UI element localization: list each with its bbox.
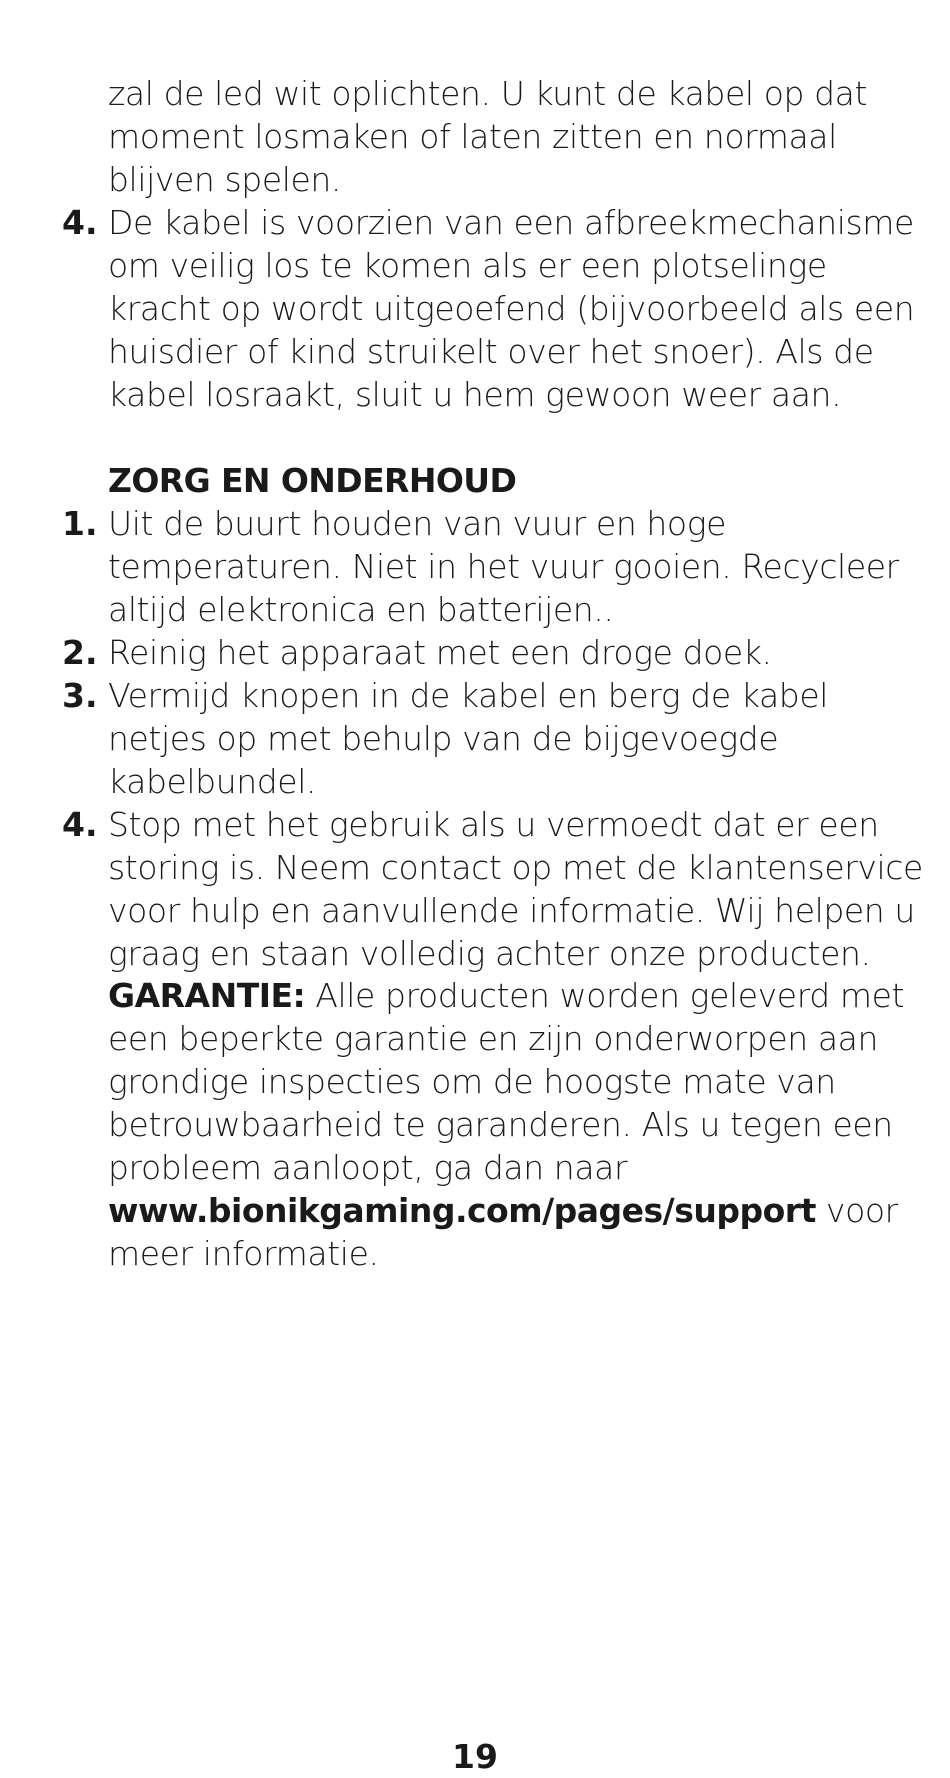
- list-number: 4.: [62, 203, 98, 242]
- section-heading: ZORG EN ONDERHOUD: [108, 461, 517, 500]
- list-text: De kabel is voorzien van een afbreekmechanisme om veilig los te komen als er een plotselinge kracht op wordt uitgeoefend (bijvoorbeeld als een huisdier of kind struikelt over het snoer). Als de kabel losraakt, sluit u hem gewoon weer aan.: [108, 203, 915, 414]
- section-care: [62, 459, 932, 975]
- list-text: Reinig het apparaat met een droge doek.: [108, 633, 772, 672]
- section-cable-notes: [62, 72, 932, 416]
- list-number: 3.: [62, 676, 98, 715]
- list-number: 2.: [62, 633, 98, 672]
- list-item: [62, 201, 932, 416]
- warranty-paragraph: [62, 974, 932, 1275]
- list-number: 1.: [62, 504, 98, 543]
- list-number: 4.: [62, 805, 98, 844]
- list-item: [62, 502, 932, 631]
- list-text: Stop met het gebruik als u vermoedt dat er een storing is. Neem contact op met de klantenservice voor hulp en aanvullende informatie. Wij helpen u graag en staan volledig achter onze producten.: [108, 805, 923, 973]
- list-item: [62, 803, 932, 975]
- list-item: [62, 631, 932, 674]
- warranty-label: GARANTIE:: [108, 976, 306, 1015]
- list-item: [62, 674, 932, 803]
- list-text: Vermijd knopen in de kabel en berg de kabel netjes op met behulp van de bijgevoegde kabelbundel.: [108, 676, 829, 801]
- support-link[interactable]: www.bionikgaming.com/pages/support: [108, 1191, 816, 1230]
- list-text: Uit de buurt houden van vuur en hoge temperaturen. Niet in het vuur gooien. Recycleer altijd elektronica en batterijen..: [108, 504, 899, 629]
- warranty-suffix: voor meer informatie.: [108, 1191, 898, 1273]
- page-number: 19: [452, 1737, 498, 1776]
- section-warranty: [62, 974, 932, 1275]
- continuation-paragraph: zal de led wit oplichten. U kunt de kabel op dat moment losmaken of laten zitten en normaal blijven spelen.: [108, 74, 868, 199]
- warranty-text: Alle producten worden geleverd met een beperkte garantie en zijn onderworpen aan grondige inspecties om de hoogste mate van betrouwbaarheid te garanderen. Als u tegen een probleem aanloopt, ga dan naar: [108, 976, 905, 1187]
